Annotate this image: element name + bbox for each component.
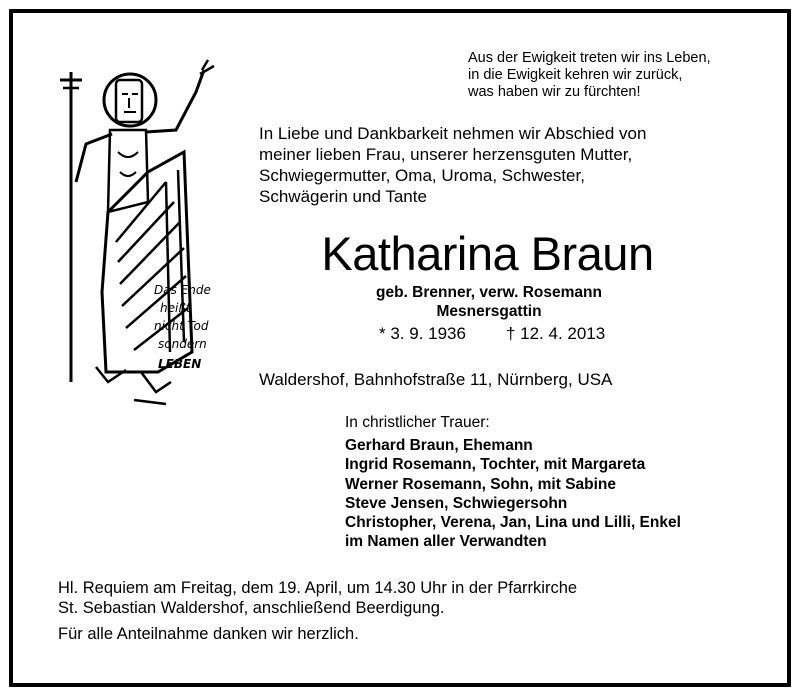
mourner-row: Werner Rosemann, Sohn, mit Sabine [345,475,617,493]
intro-line: Schwiegermutter, Oma, Uroma, Schwester, [259,166,585,185]
mourner-row: Steve Jensen, Schwiegersohn [345,494,568,512]
service-info [58,578,577,644]
mourners-heading: In christlicher Trauer: [345,414,490,431]
mourner-row: Gerhard Braun, Ehemann [345,437,533,455]
inscription-line: nicht Tod [154,319,209,333]
mourner-row: im Namen aller Verwandten [345,533,547,551]
inscription-line: heißt [160,301,191,315]
inscription-line: sondern [158,337,207,351]
inscription-line: LEBEN [158,357,202,371]
inscription-line: Das Ende [154,283,211,297]
family-address: Waldershof, Bahnhofstraße 11, Nürnberg, USA [259,370,613,389]
life-dates [379,323,605,345]
intro-line: In Liebe und Dankbarkeit nehmen wir Abschied von [259,124,647,143]
maiden-name: geb. Brenner, verw. Rosemann [376,284,602,301]
mourner-row: Ingrid Rosemann, Tochter, mit Margareta [345,456,646,474]
deceased-details [0,283,800,321]
intro-line: meiner lieben Frau, unserer herzensguten Mutter, [259,145,633,164]
mourner-row: Christopher, Verena, Jan, Lina und Lilli, Enkel [345,514,681,532]
requiem-line: St. Sebastian Waldershof, anschließend Beerdigung. [58,599,445,617]
thanks-note: Für alle Anteilnahme danken wir herzlich. [58,625,359,643]
mourners-list [345,413,681,551]
death-date: † 12. 4. 2013 [505,324,606,343]
birth-date: * 3. 9. 1936 [379,324,466,343]
farewell-intro [259,123,646,207]
intro-line: Schwägerin und Tante [259,187,427,206]
deceased-name: Katharina Braun [321,227,654,280]
epigraph-quote [468,50,711,101]
quote-line: in die Ewigkeit kehren wir zurück, [468,67,683,83]
quote-line: was haben wir zu fürchten! [468,84,641,100]
requiem-line: Hl. Requiem am Freitag, dem 19. April, um 14.30 Uhr in der Pfarrkirche [58,579,578,597]
occupation: Mesnersgattin [436,303,542,320]
quote-line: Aus der Ewigkeit treten wir ins Leben, [468,50,711,66]
